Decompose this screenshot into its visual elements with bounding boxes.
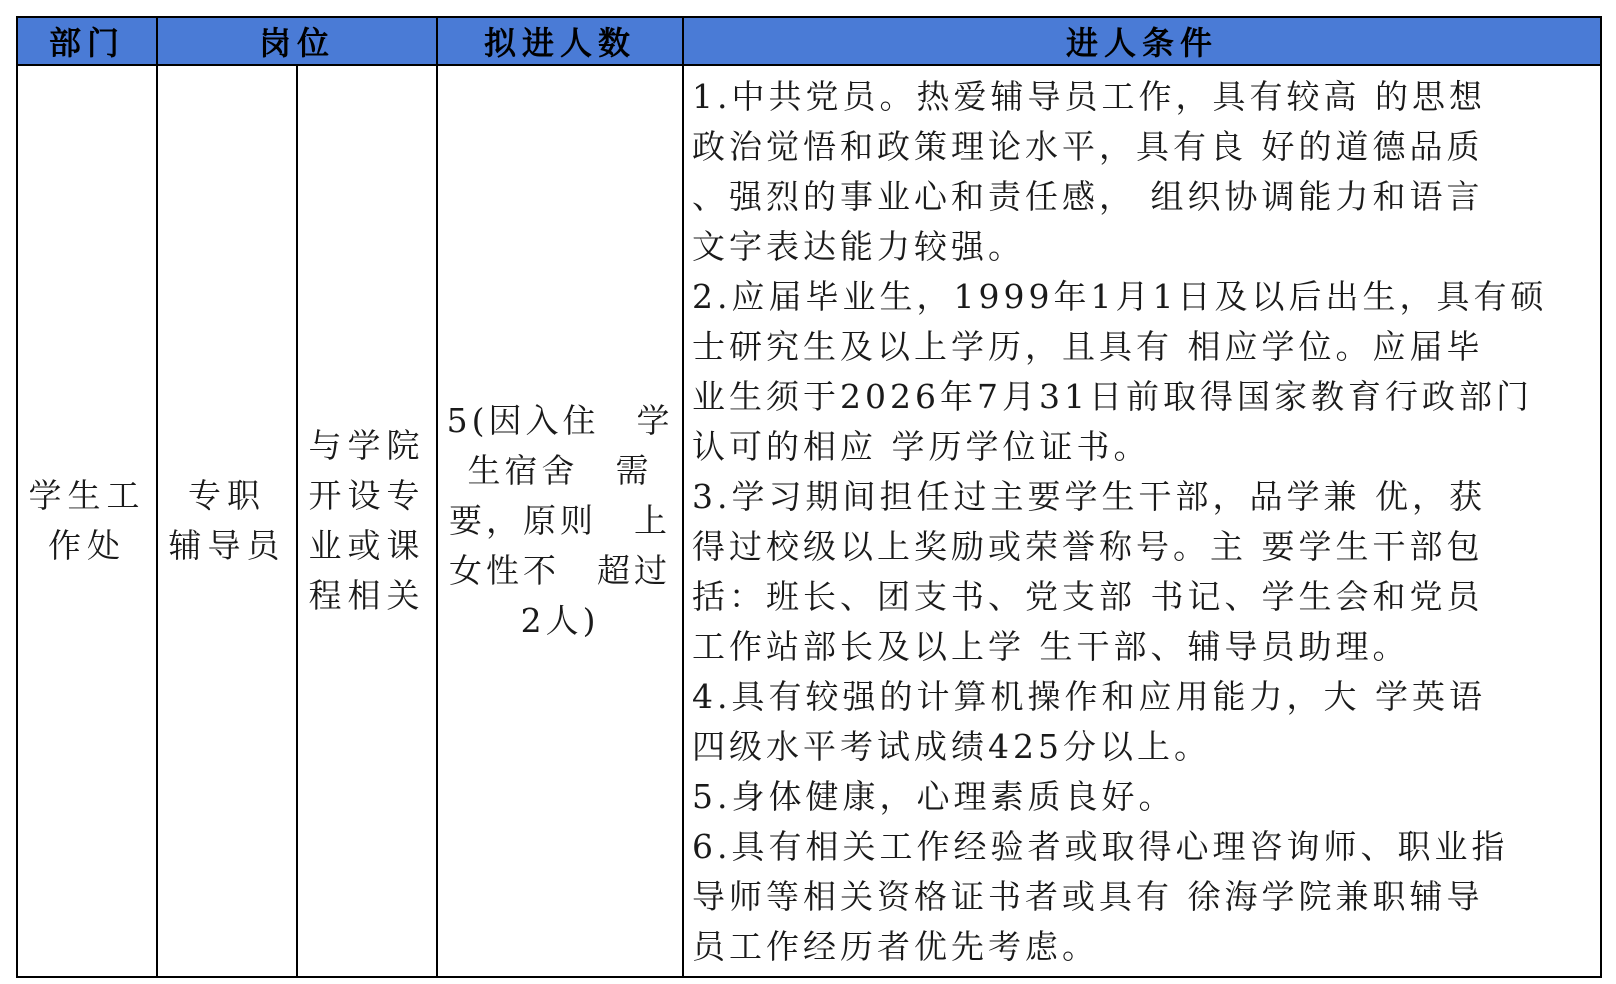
cell-count [437,65,683,977]
dept-line: 作处 [48,526,126,565]
condition-line: 四级水平考试成绩425分以上。 [692,727,1212,766]
table-row [17,65,1601,977]
major-line: 与学院 [308,426,426,465]
cell-major [297,65,437,977]
cell-post [157,65,297,977]
count-line: 生宿舍 需 [467,451,653,490]
count-line: 要，原则 上 [449,501,672,540]
count-line: 2人) [520,601,600,640]
post-line: 专职 [188,476,266,515]
condition-line: 业生须于2026年7月31日前取得国家教育行政部门 [692,377,1533,416]
condition-line: 6.具有相关工作经验者或取得心理咨询师、职业指 [692,827,1509,866]
condition-line: 1.中共党员。热爱辅导员工作，具有较高 的思想 [692,77,1486,116]
cell-conditions [683,65,1601,977]
recruitment-table [16,16,1602,978]
condition-line: 政治觉悟和政策理论水平，具有良 好的道德品质 [692,127,1484,166]
header-dept: 部门 [17,17,157,65]
condition-line: 5.身体健康，心理素质良好。 [692,777,1176,816]
major-line: 程相关 [308,576,426,615]
major-line: 开设专 [308,476,426,515]
condition-line: 2.应届毕业生，1999年1月1日及以后出生，具有硕 [692,277,1548,316]
header-count: 拟进人数 [437,17,683,65]
major-line: 业或课 [308,526,426,565]
count-line: 女性不 超过 [449,551,672,590]
condition-line: 员工作经历者优先考虑。 [692,927,1100,966]
condition-line: 、强烈的事业心和责任感， 组织协调能力和语言 [692,177,1484,216]
header-conditions: 进人条件 [683,17,1601,65]
post-line: 辅导员 [168,526,286,565]
condition-line: 文字表达能力较强。 [692,227,1026,266]
dept-line: 学生工 [28,476,146,515]
table-header-row [17,17,1601,65]
count-line: 5(因入住 学 [446,401,674,440]
header-post: 岗位 [157,17,437,65]
condition-line: 得过校级以上奖励或荣誉称号。主 要学生干部包 [692,527,1484,566]
condition-line: 士研究生及以上学历，且具有 相应学位。应届毕 [692,327,1484,366]
condition-line: 4.具有较强的计算机操作和应用能力，大 学英语 [692,677,1486,716]
condition-line: 导师等相关资格证书者或具有 徐海学院兼职辅导 [692,877,1484,916]
condition-line: 工作站部长及以上学 生干部、辅导员助理。 [692,627,1410,666]
recruitment-table-wrapper [16,16,1600,978]
condition-line: 3.学习期间担任过主要学生干部，品学兼 优，获 [692,477,1486,516]
cell-dept [17,65,157,977]
condition-line: 括：班长、团支书、党支部 书记、学生会和党员 [692,577,1484,616]
condition-line: 认可的相应 学历学位证书。 [692,427,1151,466]
